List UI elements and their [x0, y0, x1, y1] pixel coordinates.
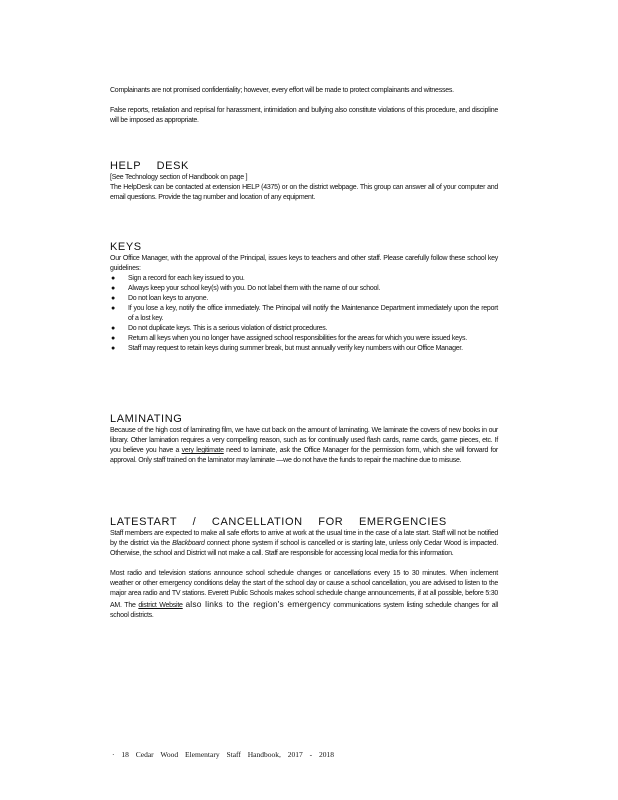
laminating-paragraph: Because of the high cost of laminating film, we have cut back on the amount of laminating. We laminate the covers of new books in our library. Other lamination requires a very compelling reason, such as for continually used flash cards, name cards, game pieces, etc. If you believe you have a very legitimate need to laminate, ask the Office Manager for the permission form, which she will forward for approval. Only staff trained on the laminator may laminate —we do not have the funds to repair the machine due to misuse.	[110, 427, 498, 464]
helpdesk-paragraph: The HelpDesk can be contacted at extension HELP (4375) or on the district webpage. This group can answer all of your computer and email questions. Provide the tag number and location of any equipment.	[110, 184, 498, 201]
list-item: ● Sign a record for each key issued to you.	[111, 275, 245, 282]
list-item: ● If you lose a key, notify the office immediately. The Principal will notify the Maintenance Department immediately upon the report of a lost key.	[111, 305, 498, 322]
latestart-paragraph-2: Most radio and television stations announce school schedule changes or cancellations every 15 to 30 minutes. When inclement weather or other emergency conditions delay the start of the school day or cause a school cancellation, you are advised to listen to the major area radio and TV stations. Everett Public Schools makes school schedule change announcements, if at all possible, before 5:30 AM. The district Website also links to the region's emergency communications system listing schedule changes for all school districts.	[110, 570, 499, 619]
false-reports-paragraph: False reports, retaliation and reprisal for harassment, intimidation and bullying also constitute violations of this procedure, and discipline will be imposed as appropriate.	[110, 107, 498, 124]
helpdesk-reference: [See Technology section of Handbook on page ]	[110, 174, 248, 181]
bullet-icon: ●	[111, 295, 115, 302]
keys-list	[110, 274, 498, 354]
list-item: ● Always keep your school key(s) with you. Do not label them with the name of our school.	[111, 285, 381, 292]
list-item: ● Do not loan keys to anyone.	[111, 295, 209, 302]
bullet-icon: ●	[111, 325, 115, 332]
laminating-heading: LAMINATING	[110, 413, 183, 425]
helpdesk-heading: HELP DESK	[110, 160, 189, 172]
latestart-section	[110, 516, 498, 621]
blackboard-italic: Blackboard	[172, 540, 205, 547]
bullet-icon: ●	[111, 285, 115, 292]
confidentiality-section	[110, 86, 498, 126]
bullet-icon: ●	[111, 305, 115, 312]
bullet-icon: ●	[111, 335, 115, 342]
keys-intro: Our Office Manager, with the approval of the Principal, issues keys to teachers and other staff. Please carefully follow these school key guidelines:	[110, 255, 498, 272]
list-item: ● Staff may request to retain keys during summer break, but must annually verify key numbers with our Office Manager.	[111, 345, 463, 352]
keys-heading: KEYS	[110, 241, 142, 253]
laminating-section	[110, 413, 498, 466]
helpdesk-section	[110, 160, 498, 203]
confidentiality-paragraph: Complainants are not promised confidentiality; however, every effort will be made to protect complainants and witnesses.	[110, 87, 454, 94]
list-item: ● Do not duplicate keys. This is a serious violation of district procedures.	[111, 325, 328, 332]
page-footer: · 18 Cedar Wood Elementary Staff Handbook, 2017 - 2018	[112, 750, 335, 759]
keys-section	[110, 241, 498, 354]
latestart-paragraph-1: Staff members are expected to make all safe efforts to arrive at work at the usual time in the case of a late start. Staff will not be notified by the district via the Blackboard connect phone system if school is cancelled or is starting late, unless only Cedar Wood is impacted. Otherwise, the school and District will not make a call. Staff are responsible for accessing local media for this information.	[110, 530, 499, 557]
bullet-icon: ●	[111, 275, 115, 282]
bullet-icon: ●	[111, 345, 115, 352]
district-website-link[interactable]: district Website	[138, 602, 183, 609]
list-item: ● Return all keys when you no longer have assigned school responsibilities for the areas for which you were issued keys.	[111, 335, 467, 342]
latestart-heading: LATESTART / CANCELLATION FOR EMERGENCIES	[110, 516, 447, 528]
emphasis-underline: very legitimate	[181, 447, 224, 454]
